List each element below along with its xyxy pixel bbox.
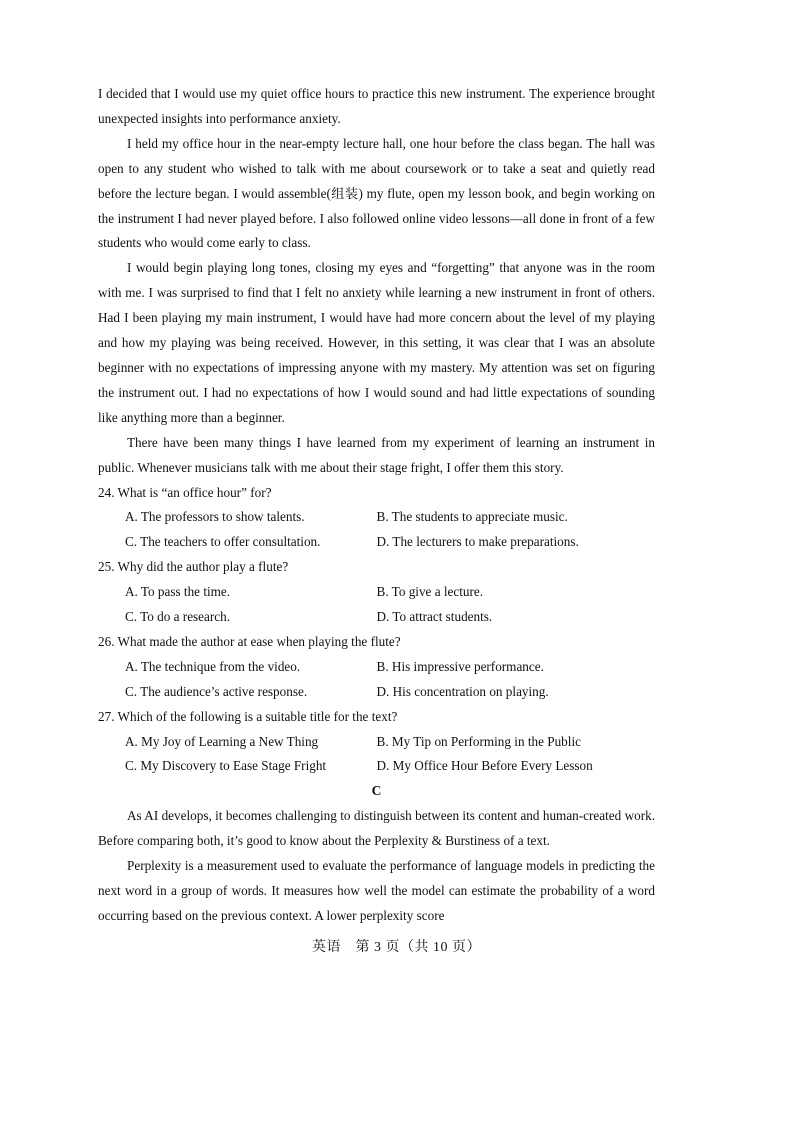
option-d: D. His concentration on playing.	[376, 683, 549, 699]
option-b: B. The students to appreciate music.	[376, 509, 568, 525]
option-a: A. My Joy of Learning a New Thing	[125, 733, 319, 749]
option-c: C. My Discovery to Ease Stage Fright	[125, 758, 327, 774]
passage-b-paragraph-4: There have been many things I have learned from my experiment of learning an instrument in public. Whenever musicians talk with me about their stage fright, I offer them this story.	[98, 434, 655, 475]
passage-b-paragraph-2: I held my office hour in the near-empty lecture hall, one hour before the class began. The hall was open to any student who wished to talk with me about coursework or to take a seat and quietly read before the lecture began. I would assemble(组装) my flute, open my lesson book, and begin working on the instrument I had never played before. I also followed online video lessons—all done in front of a few students who would come early to class.	[98, 135, 655, 251]
option-a: A. The professors to show talents.	[125, 509, 305, 525]
option-b: B. My Tip on Performing in the Public	[376, 733, 581, 749]
question-24	[98, 481, 655, 556]
question-26	[98, 630, 655, 705]
passage-b-paragraph-3: I would begin playing long tones, closing my eyes and “forgetting” that anyone was in the room with me. I was surprised to find that I felt no anxiety while learning a new instrument in front of others. Had I been playing my main instrument, I would have had more concern about the level of my playing and how my playing was being received. However, in this setting, it was clear that I was an absolute beginner with no expectations of impressing anyone with my mastery. My attention was set on figuring the instrument out. I had no expectations of how I would sound and had little expectations of sounding like anything more than a beginner.	[98, 260, 655, 425]
section-heading: C	[371, 783, 382, 799]
question-stem: 24. What is “an office hour” for?	[98, 484, 272, 500]
question-27	[98, 705, 655, 780]
option-b: B. To give a lecture.	[376, 584, 484, 600]
option-d: D. To attract students.	[376, 609, 493, 625]
option-b: B. His impressive performance.	[376, 658, 544, 674]
question-stem: 26. What made the author at ease when playing the flute?	[98, 633, 401, 649]
passage-c-paragraph-2: Perplexity is a measurement used to evaluate the performance of language models in predicting the next word in a group of words. It measures how well the model can estimate the probability of a word occurring based on the previous context. A lower perplexity score	[98, 858, 655, 923]
option-d: D. The lecturers to make preparations.	[376, 534, 579, 550]
passage-b-paragraph-1: I decided that I would use my quiet office hours to practice this new instrument. The experience brought unexpected insights into performance anxiety.	[98, 86, 655, 126]
option-d: D. My Office Hour Before Every Lesson	[376, 758, 593, 774]
page-footer: 英语 第 3 页（共 10 页）	[312, 940, 481, 955]
question-25	[98, 555, 655, 630]
passage-c-paragraph-1: As AI develops, it becomes challenging to distinguish between its content and human-created work. Before comparing both, it’s good to know about the Perplexity & Burstiness of a text.	[98, 808, 655, 849]
option-a: A. The technique from the video.	[125, 658, 301, 674]
question-stem: 25. Why did the author play a flute?	[98, 559, 289, 575]
question-stem: 27. Which of the following is a suitable title for the text?	[98, 708, 398, 724]
option-c: C. The teachers to offer consultation.	[125, 534, 321, 550]
option-c: C. To do a research.	[125, 609, 231, 625]
exam-page	[98, 82, 655, 929]
option-c: C. The audience’s active response.	[125, 683, 308, 699]
option-a: A. To pass the time.	[125, 584, 231, 600]
